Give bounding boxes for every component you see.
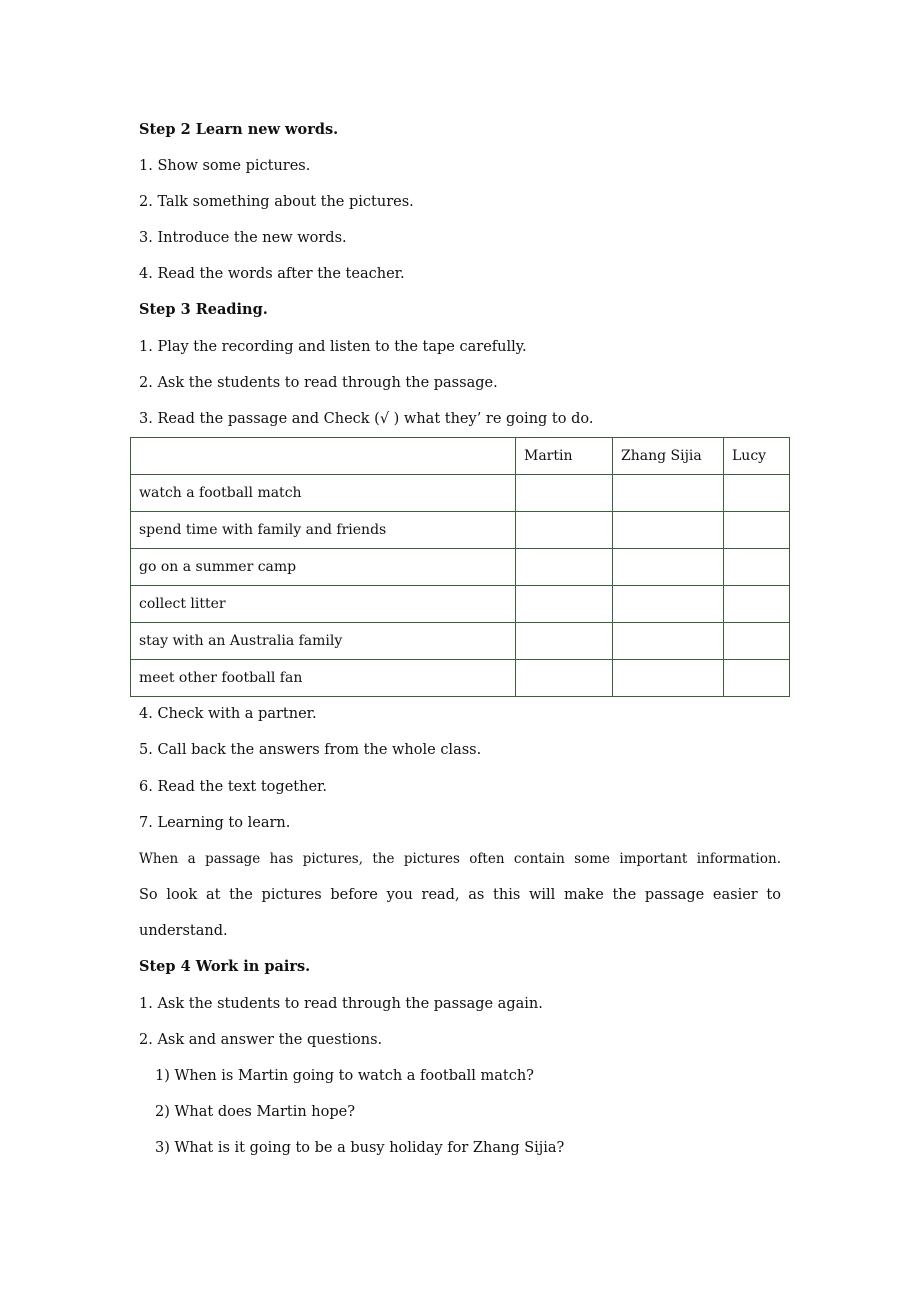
list-item: 6. Read the text together.	[139, 779, 327, 795]
check-cell[interactable]	[613, 512, 724, 549]
check-cell[interactable]	[724, 549, 790, 586]
step4-heading: Step 4 Work in pairs.	[139, 958, 311, 975]
check-cell[interactable]	[724, 660, 790, 697]
header-cell	[131, 438, 516, 475]
list-item: 3. Introduce the new words.	[139, 230, 347, 246]
table-row	[131, 475, 790, 512]
check-cell[interactable]	[613, 623, 724, 660]
check-cell[interactable]	[516, 475, 613, 512]
table-header-row	[131, 438, 790, 475]
step2-heading: Step 2 Learn new words.	[139, 121, 339, 138]
check-cell[interactable]	[724, 512, 790, 549]
list-item: 4. Read the words after the teacher.	[139, 266, 405, 282]
header-cell: Martin	[516, 438, 613, 475]
paragraph-line: So look at the pictures before you read, as this will make the passage easier to	[139, 887, 781, 903]
activity-cell: stay with an Australia family	[131, 623, 516, 660]
list-item: 5. Call back the answers from the whole class.	[139, 742, 482, 758]
table-row	[131, 623, 790, 660]
list-item: 1. Ask the students to read through the passage again.	[139, 996, 543, 1012]
activity-cell: go on a summer camp	[131, 549, 516, 586]
question-item: 2) What does Martin hope?	[155, 1104, 355, 1120]
list-item: 1. Show some pictures.	[139, 158, 311, 174]
list-item: 4. Check with a partner.	[139, 706, 317, 722]
activity-cell: watch a football match	[131, 475, 516, 512]
check-cell[interactable]	[724, 623, 790, 660]
check-cell[interactable]	[613, 475, 724, 512]
table-row	[131, 549, 790, 586]
check-cell[interactable]	[516, 549, 613, 586]
activity-cell: collect litter	[131, 586, 516, 623]
activity-cell: meet other football fan	[131, 660, 516, 697]
check-cell[interactable]	[516, 586, 613, 623]
table-row	[131, 660, 790, 697]
paragraph-line: understand.	[139, 923, 228, 939]
check-cell[interactable]	[613, 660, 724, 697]
list-item: 7. Learning to learn.	[139, 815, 291, 831]
check-cell[interactable]	[724, 475, 790, 512]
check-cell[interactable]	[613, 549, 724, 586]
check-cell[interactable]	[613, 586, 724, 623]
header-cell: Zhang Sijia	[613, 438, 724, 475]
step3-heading: Step 3 Reading.	[139, 301, 268, 318]
question-item: 3) What is it going to be a busy holiday for Zhang Sijia?	[155, 1140, 565, 1156]
table-row	[131, 512, 790, 549]
list-item: 2. Ask and answer the questions.	[139, 1032, 383, 1048]
check-table	[130, 437, 790, 697]
list-item: 1. Play the recording and listen to the tape carefully.	[139, 339, 527, 355]
check-cell[interactable]	[516, 660, 613, 697]
header-cell: Lucy	[724, 438, 790, 475]
activity-cell: spend time with family and friends	[131, 512, 516, 549]
list-item: 3. Read the passage and Check (√ ) what they’ re going to do.	[139, 411, 594, 427]
paragraph-line: When a passage has pictures, the pictures often contain some important information.	[139, 851, 781, 867]
table-row	[131, 586, 790, 623]
list-item: 2. Ask the students to read through the passage.	[139, 375, 498, 391]
check-cell[interactable]	[516, 623, 613, 660]
question-item: 1) When is Martin going to watch a football match?	[155, 1068, 534, 1084]
check-cell[interactable]	[516, 512, 613, 549]
list-item: 2. Talk something about the pictures.	[139, 194, 414, 210]
check-cell[interactable]	[724, 586, 790, 623]
